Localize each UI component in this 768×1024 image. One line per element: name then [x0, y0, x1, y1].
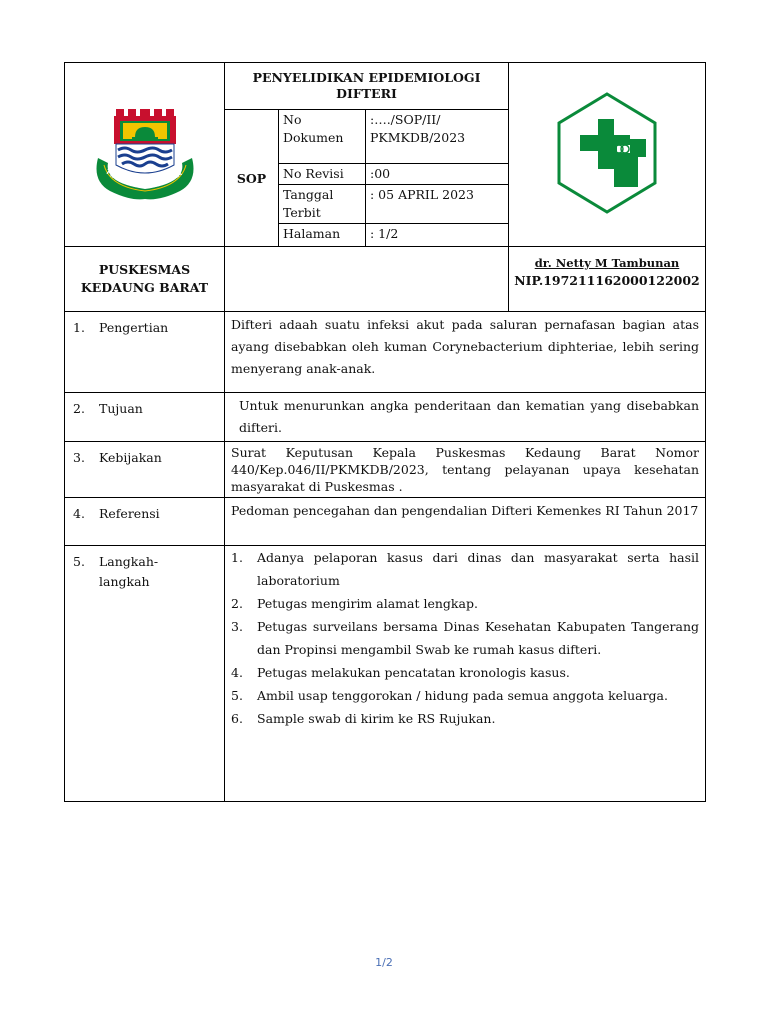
section-content-langkah [225, 546, 706, 802]
section-label-referensi: 4. Referensi [65, 498, 225, 546]
section-label-pengertian: 1. Pengertian [65, 312, 225, 393]
section-label-tujuan: 2. Tujuan [65, 393, 225, 442]
signature-space [225, 247, 509, 312]
tangerang-regency-emblem-icon [90, 103, 200, 203]
section-content-referensi: Pedoman pencegahan dan pengendalian Difteri Kemenkes RI Tahun 2017 [225, 498, 706, 546]
signer-name: dr. Netty M Tambunan [534, 256, 680, 270]
step-item: 1. Adanya pelaporan kasus dari dinas dan masyarakat serta hasil laboratorium [231, 550, 699, 588]
step-item: 6. Sample swab di kirim ke RS Rujukan. [231, 711, 496, 726]
step-item: 4. Petugas melakukan pencatatan kronologis kasus. [231, 665, 570, 680]
step-item: 2. Petugas mengirim alamat lengkap. [231, 596, 478, 611]
puskesmas-name: PUSKESMAS KEDAUNG BARAT [65, 247, 225, 312]
right-logo-cell [509, 63, 706, 247]
meta-label-halaman: Halaman [279, 224, 366, 247]
sop-document-table [64, 62, 706, 802]
step-item: 5. Ambil usap tenggorokan / hidung pada semua anggota keluarga. [231, 688, 668, 703]
section-content-tujuan: Untuk menurunkan angka penderitaan dan kematian yang disebabkan difteri. [225, 393, 706, 442]
meta-value-no-revisi: :00 [366, 164, 509, 185]
step-item: 3. Petugas surveilans bersama Dinas Kesehatan Kabupaten Tangerang dan Propinsi mengambil Swab ke rumah kasus difteri. [231, 619, 699, 657]
signature-block [509, 247, 706, 312]
meta-label-no-dokumen: No Dokumen [279, 110, 366, 164]
meta-value-tanggal-terbit: : 05 APRIL 2023 [366, 185, 509, 224]
section-content-kebijakan: Surat Keputusan Kepala Puskesmas Kedaung Barat Nomor 440/Kep.046/II/PKMKDB/2023, tentang pelayanan upaya kesehatan masyarakat di Puskesmas . [225, 442, 706, 498]
steps-list [231, 546, 699, 730]
meta-value-halaman: : 1/2 [366, 224, 509, 247]
sop-label: SOP [225, 110, 279, 247]
puskesmas-logo-icon [554, 91, 660, 215]
page-number: 1/2 [375, 956, 393, 969]
meta-value-no-dokumen: :…./SOP/II/ PKMKDB/2023 [366, 110, 509, 164]
emblem-motto: TYA KARYA KERTA RAHA [103, 168, 183, 191]
meta-label-no-revisi: No Revisi [279, 164, 366, 185]
section-content-pengertian: Difteri adaah suatu infeksi akut pada saluran pernafasan bagian atas ayang disebabkan oleh kuman Corynebacterium diphteriae, lebih sering menyerang anak-anak. [225, 312, 706, 393]
signer-nip: NIP.197211162000122002 [514, 273, 700, 288]
section-label-langkah: 5. Langkah-langkah [65, 546, 225, 802]
document-title: PENYELIDIKAN EPIDEMIOLOGI DIFTERI [225, 63, 509, 110]
meta-label-tanggal-terbit: Tanggal Terbit [279, 185, 366, 224]
section-label-kebijakan: 3. Kebijakan [65, 442, 225, 498]
left-logo-cell [65, 63, 225, 247]
